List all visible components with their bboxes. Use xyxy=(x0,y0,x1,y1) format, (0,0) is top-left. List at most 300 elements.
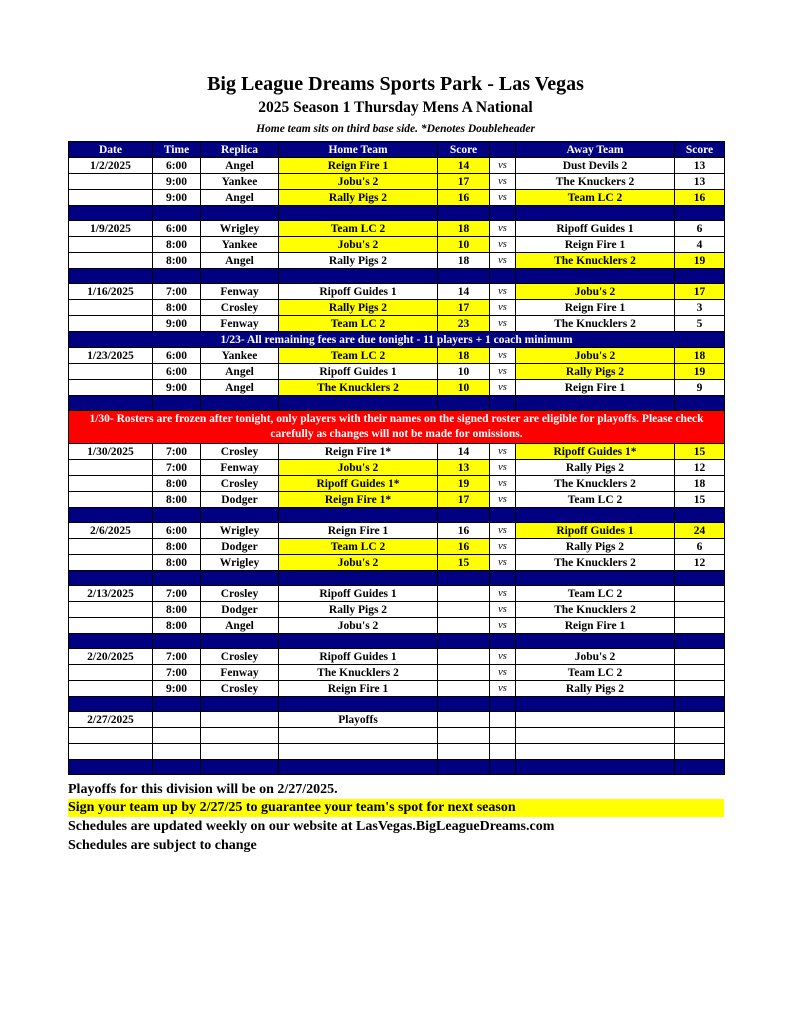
separator-cell xyxy=(490,206,516,221)
replica-cell: Fenway xyxy=(201,316,279,332)
replica-cell: Crosley xyxy=(201,444,279,460)
home-score-cell: 19 xyxy=(438,476,490,492)
away-team-cell: Ripoff Guides 1 xyxy=(516,523,675,539)
vs-cell: vs xyxy=(490,158,516,174)
vs-cell: vs xyxy=(490,444,516,460)
separator-cell xyxy=(490,571,516,586)
vs-cell xyxy=(490,728,516,744)
away-team-cell: The Knucklers 2 xyxy=(516,476,675,492)
replica-cell: Angel xyxy=(201,380,279,396)
separator-cell xyxy=(279,269,438,284)
time-cell: 8:00 xyxy=(153,555,201,571)
away-score-cell xyxy=(675,618,725,634)
time-cell: 9:00 xyxy=(153,681,201,697)
replica-cell: Angel xyxy=(201,618,279,634)
time-cell xyxy=(153,744,201,760)
playoffs-note: Playoffs for this division will be on 2/27/2025. xyxy=(68,782,338,797)
table-row xyxy=(69,618,725,634)
vs-cell: vs xyxy=(490,380,516,396)
away-team-cell: The Knuckers 2 xyxy=(516,174,675,190)
home-score-cell xyxy=(438,681,490,697)
date-cell xyxy=(69,728,153,744)
home-score-cell: 10 xyxy=(438,380,490,396)
separator-cell xyxy=(201,571,279,586)
vs-cell: vs xyxy=(490,539,516,555)
separator-cell xyxy=(201,508,279,523)
table-row xyxy=(69,174,725,190)
home-score-cell xyxy=(438,728,490,744)
time-cell: 7:00 xyxy=(153,460,201,476)
away-score-cell xyxy=(675,586,725,602)
home-team-cell: Ripoff Guides 1 xyxy=(279,586,438,602)
table-row xyxy=(69,380,725,396)
replica-cell: Angel xyxy=(201,158,279,174)
time-cell: 9:00 xyxy=(153,380,201,396)
separator-cell xyxy=(279,396,438,411)
vs-cell: vs xyxy=(490,364,516,380)
time-cell: 7:00 xyxy=(153,665,201,681)
time-cell: 9:00 xyxy=(153,316,201,332)
replica-cell: Dodger xyxy=(201,492,279,508)
page-subtitle: 2025 Season 1 Thursday Mens A National xyxy=(258,99,533,116)
replica-cell: Yankee xyxy=(201,348,279,364)
home-score-cell xyxy=(438,649,490,665)
replica-cell xyxy=(201,712,279,728)
date-cell xyxy=(69,380,153,396)
separator-cell xyxy=(438,697,490,712)
time-cell: 6:00 xyxy=(153,221,201,237)
table-row xyxy=(69,190,725,206)
home-score-cell xyxy=(438,602,490,618)
replica-cell: Angel xyxy=(201,364,279,380)
time-cell: 6:00 xyxy=(153,158,201,174)
vs-cell xyxy=(490,744,516,760)
table-header-row xyxy=(69,142,725,158)
time-cell: 8:00 xyxy=(153,618,201,634)
separator-cell xyxy=(279,697,438,712)
separator-cell xyxy=(675,760,725,775)
separator-cell xyxy=(153,508,201,523)
separator-cell xyxy=(490,396,516,411)
away-team-cell: Team LC 2 xyxy=(516,665,675,681)
vs-cell: vs xyxy=(490,316,516,332)
separator-cell xyxy=(675,206,725,221)
separator-cell xyxy=(675,697,725,712)
time-cell: 8:00 xyxy=(153,539,201,555)
time-cell: 8:00 xyxy=(153,492,201,508)
away-team-cell: The Knucklers 2 xyxy=(516,316,675,332)
separator-cell xyxy=(153,697,201,712)
vs-cell: vs xyxy=(490,348,516,364)
separator-cell xyxy=(675,396,725,411)
home-score-cell: 18 xyxy=(438,253,490,269)
separator-cell xyxy=(516,206,675,221)
roster-alert-row xyxy=(69,411,725,444)
date-cell xyxy=(69,364,153,380)
away-team-cell: Rally Pigs 2 xyxy=(516,681,675,697)
away-team-cell: Rally Pigs 2 xyxy=(516,539,675,555)
vs-cell: vs xyxy=(490,665,516,681)
home-score-cell: 14 xyxy=(438,444,490,460)
header-vs xyxy=(490,142,516,158)
doubleheader-note: Home team sits on third base side. *Denotes Doubleheader xyxy=(256,123,535,135)
away-score-cell: 12 xyxy=(675,555,725,571)
away-team-cell: Team LC 2 xyxy=(516,492,675,508)
home-team-cell: Team LC 2 xyxy=(279,221,438,237)
header-away-score: Score xyxy=(675,142,725,158)
home-team-cell: Ripoff Guides 1 xyxy=(279,364,438,380)
separator-cell xyxy=(279,508,438,523)
date-cell xyxy=(69,300,153,316)
time-cell: 8:00 xyxy=(153,237,201,253)
home-team-cell: Jobu's 2 xyxy=(279,555,438,571)
away-score-cell: 18 xyxy=(675,476,725,492)
replica-cell: Fenway xyxy=(201,665,279,681)
away-team-cell: Dust Devils 2 xyxy=(516,158,675,174)
home-team-cell: Reign Fire 1* xyxy=(279,444,438,460)
header-time: Time xyxy=(153,142,201,158)
away-score-cell: 3 xyxy=(675,300,725,316)
separator-cell xyxy=(201,697,279,712)
table-row xyxy=(69,712,725,728)
separator-cell xyxy=(516,396,675,411)
separator-cell xyxy=(438,206,490,221)
separator-cell xyxy=(675,508,725,523)
home-team-cell: Team LC 2 xyxy=(279,539,438,555)
table-row xyxy=(69,523,725,539)
table-row xyxy=(69,158,725,174)
away-team-cell: The Knucklers 2 xyxy=(516,253,675,269)
home-team-cell: Rally Pigs 2 xyxy=(279,602,438,618)
table-row xyxy=(69,602,725,618)
week-separator xyxy=(69,508,725,523)
separator-cell xyxy=(490,269,516,284)
separator-cell xyxy=(516,634,675,649)
time-cell: 8:00 xyxy=(153,476,201,492)
date-cell xyxy=(69,681,153,697)
separator-cell xyxy=(490,508,516,523)
header-away-team: Away Team xyxy=(516,142,675,158)
separator-cell xyxy=(279,206,438,221)
home-team-cell: Jobu's 2 xyxy=(279,460,438,476)
away-score-cell: 13 xyxy=(675,174,725,190)
table-row xyxy=(69,253,725,269)
away-team-cell: Jobu's 2 xyxy=(516,649,675,665)
table-row xyxy=(69,665,725,681)
away-score-cell: 17 xyxy=(675,284,725,300)
date-cell xyxy=(69,665,153,681)
away-score-cell xyxy=(675,665,725,681)
time-cell xyxy=(153,712,201,728)
home-team-cell: Team LC 2 xyxy=(279,348,438,364)
home-score-cell xyxy=(438,744,490,760)
home-score-cell: 13 xyxy=(438,460,490,476)
home-team-cell: Jobu's 2 xyxy=(279,237,438,253)
date-cell xyxy=(69,555,153,571)
separator-cell xyxy=(153,571,201,586)
time-cell: 6:00 xyxy=(153,364,201,380)
time-cell: 8:00 xyxy=(153,602,201,618)
signup-banner: Sign your team up by 2/27/25 to guarantee your team's spot for next season xyxy=(68,799,724,817)
week-separator xyxy=(69,697,725,712)
separator-cell xyxy=(516,269,675,284)
away-score-cell xyxy=(675,712,725,728)
table-row xyxy=(69,300,725,316)
replica-cell: Crosley xyxy=(201,649,279,665)
replica-cell: Yankee xyxy=(201,174,279,190)
home-score-cell: 17 xyxy=(438,174,490,190)
away-team-cell: Rally Pigs 2 xyxy=(516,460,675,476)
date-cell: 2/13/2025 xyxy=(69,586,153,602)
home-team-cell: The Knucklers 2 xyxy=(279,665,438,681)
home-team-cell: Reign Fire 1 xyxy=(279,523,438,539)
away-score-cell xyxy=(675,649,725,665)
separator-cell xyxy=(69,634,153,649)
home-team-cell xyxy=(279,744,438,760)
vs-cell: vs xyxy=(490,649,516,665)
replica-cell xyxy=(201,744,279,760)
table-row xyxy=(69,221,725,237)
home-score-cell: 16 xyxy=(438,190,490,206)
home-team-cell: Ripoff Guides 1 xyxy=(279,284,438,300)
date-cell xyxy=(69,492,153,508)
separator-cell xyxy=(490,697,516,712)
time-cell: 8:00 xyxy=(153,300,201,316)
date-cell xyxy=(69,460,153,476)
away-score-cell xyxy=(675,728,725,744)
home-score-cell: 17 xyxy=(438,492,490,508)
date-cell: 2/20/2025 xyxy=(69,649,153,665)
away-score-cell: 16 xyxy=(675,190,725,206)
home-team-cell: Team LC 2 xyxy=(279,316,438,332)
away-score-cell: 24 xyxy=(675,523,725,539)
date-cell xyxy=(69,602,153,618)
vs-cell: vs xyxy=(490,523,516,539)
separator-cell xyxy=(201,206,279,221)
replica-cell xyxy=(201,728,279,744)
away-team-cell: Reign Fire 1 xyxy=(516,618,675,634)
date-cell xyxy=(69,618,153,634)
vs-cell: vs xyxy=(490,492,516,508)
away-team-cell: Team LC 2 xyxy=(516,190,675,206)
separator-cell xyxy=(153,760,201,775)
replica-cell: Fenway xyxy=(201,284,279,300)
date-cell: 1/2/2025 xyxy=(69,158,153,174)
home-team-cell: Ripoff Guides 1 xyxy=(279,649,438,665)
away-score-cell xyxy=(675,681,725,697)
separator-cell xyxy=(69,508,153,523)
home-score-cell: 23 xyxy=(438,316,490,332)
replica-cell: Crosley xyxy=(201,681,279,697)
away-team-cell: Reign Fire 1 xyxy=(516,380,675,396)
away-score-cell: 6 xyxy=(675,221,725,237)
home-score-cell: 15 xyxy=(438,555,490,571)
fees-notice-text: 1/23- All remaining fees are due tonight - 11 players + 1 coach minimum xyxy=(69,332,725,348)
date-cell xyxy=(69,316,153,332)
away-team-cell: The Knucklers 2 xyxy=(516,555,675,571)
away-score-cell: 5 xyxy=(675,316,725,332)
separator-cell xyxy=(516,508,675,523)
week-separator xyxy=(69,206,725,221)
table-row xyxy=(69,364,725,380)
replica-cell: Fenway xyxy=(201,460,279,476)
separator-cell xyxy=(153,634,201,649)
away-score-cell: 13 xyxy=(675,158,725,174)
table-row xyxy=(69,460,725,476)
separator-cell xyxy=(490,634,516,649)
table-row xyxy=(69,539,725,555)
time-cell: 6:00 xyxy=(153,523,201,539)
separator-cell xyxy=(279,760,438,775)
separator-cell xyxy=(153,206,201,221)
replica-cell: Angel xyxy=(201,253,279,269)
separator-cell xyxy=(69,760,153,775)
separator-cell xyxy=(516,571,675,586)
change-note: Schedules are subject to change xyxy=(68,838,257,853)
separator-cell xyxy=(201,760,279,775)
away-team-cell: Reign Fire 1 xyxy=(516,237,675,253)
away-team-cell: The Knucklers 2 xyxy=(516,602,675,618)
replica-cell: Angel xyxy=(201,190,279,206)
away-score-cell: 4 xyxy=(675,237,725,253)
home-score-cell: 10 xyxy=(438,364,490,380)
replica-cell: Dodger xyxy=(201,539,279,555)
time-cell: 7:00 xyxy=(153,586,201,602)
date-cell: 1/30/2025 xyxy=(69,444,153,460)
separator-cell xyxy=(279,634,438,649)
separator-cell xyxy=(69,206,153,221)
date-cell xyxy=(69,744,153,760)
time-cell: 6:00 xyxy=(153,348,201,364)
table-row xyxy=(69,284,725,300)
separator-cell xyxy=(438,508,490,523)
away-score-cell: 12 xyxy=(675,460,725,476)
header-home-team: Home Team xyxy=(279,142,438,158)
vs-cell: vs xyxy=(490,681,516,697)
away-team-cell: Rally Pigs 2 xyxy=(516,364,675,380)
home-score-cell: 10 xyxy=(438,237,490,253)
time-cell: 8:00 xyxy=(153,253,201,269)
home-score-cell xyxy=(438,712,490,728)
home-team-cell: Playoffs xyxy=(279,712,438,728)
separator-cell xyxy=(516,760,675,775)
separator-cell xyxy=(438,269,490,284)
table-row xyxy=(69,444,725,460)
separator-cell xyxy=(490,760,516,775)
time-cell: 9:00 xyxy=(153,190,201,206)
table-row xyxy=(69,237,725,253)
away-team-cell: Ripoff Guides 1 xyxy=(516,221,675,237)
vs-cell: vs xyxy=(490,221,516,237)
table-row xyxy=(69,348,725,364)
header-date: Date xyxy=(69,142,153,158)
replica-cell: Yankee xyxy=(201,237,279,253)
home-score-cell xyxy=(438,665,490,681)
away-team-cell: Jobu's 2 xyxy=(516,348,675,364)
week-separator xyxy=(69,396,725,411)
vs-cell: vs xyxy=(490,460,516,476)
home-score-cell: 14 xyxy=(438,284,490,300)
replica-cell: Wrigley xyxy=(201,555,279,571)
table-row xyxy=(69,649,725,665)
week-separator xyxy=(69,760,725,775)
home-score-cell xyxy=(438,618,490,634)
replica-cell: Wrigley xyxy=(201,523,279,539)
away-team-cell: Ripoff Guides 1* xyxy=(516,444,675,460)
website-note: Schedules are updated weekly on our website at LasVegas.BigLeagueDreams.com xyxy=(68,819,555,834)
table-row xyxy=(69,728,725,744)
home-score-cell xyxy=(438,586,490,602)
away-team-cell xyxy=(516,728,675,744)
date-cell xyxy=(69,539,153,555)
schedule-table xyxy=(68,141,725,775)
away-score-cell: 18 xyxy=(675,348,725,364)
away-team-cell: Reign Fire 1 xyxy=(516,300,675,316)
away-score-cell: 15 xyxy=(675,444,725,460)
home-team-cell: The Knucklers 2 xyxy=(279,380,438,396)
separator-cell xyxy=(69,396,153,411)
header-replica: Replica xyxy=(201,142,279,158)
home-team-cell: Jobu's 2 xyxy=(279,618,438,634)
vs-cell: vs xyxy=(490,237,516,253)
home-team-cell: Reign Fire 1 xyxy=(279,158,438,174)
separator-cell xyxy=(153,269,201,284)
vs-cell: vs xyxy=(490,174,516,190)
separator-cell xyxy=(69,269,153,284)
vs-cell: vs xyxy=(490,586,516,602)
replica-cell: Crosley xyxy=(201,300,279,316)
page-title: Big League Dreams Sports Park - Las Vegas xyxy=(207,73,584,95)
date-cell: 2/6/2025 xyxy=(69,523,153,539)
replica-cell: Wrigley xyxy=(201,221,279,237)
date-cell xyxy=(69,476,153,492)
separator-cell xyxy=(153,396,201,411)
date-cell: 1/9/2025 xyxy=(69,221,153,237)
home-score-cell: 18 xyxy=(438,348,490,364)
fees-notice-row xyxy=(69,332,725,348)
away-score-cell: 9 xyxy=(675,380,725,396)
separator-cell xyxy=(201,396,279,411)
away-team-cell: Team LC 2 xyxy=(516,586,675,602)
table-row xyxy=(69,586,725,602)
table-row xyxy=(69,555,725,571)
date-cell: 2/27/2025 xyxy=(69,712,153,728)
date-cell xyxy=(69,253,153,269)
date-cell xyxy=(69,237,153,253)
separator-cell xyxy=(675,269,725,284)
vs-cell: vs xyxy=(490,253,516,269)
separator-cell xyxy=(438,571,490,586)
separator-cell xyxy=(279,571,438,586)
table-row xyxy=(69,476,725,492)
week-separator xyxy=(69,634,725,649)
home-team-cell: Rally Pigs 2 xyxy=(279,253,438,269)
table-row xyxy=(69,492,725,508)
away-team-cell xyxy=(516,712,675,728)
vs-cell: vs xyxy=(490,618,516,634)
separator-cell xyxy=(438,760,490,775)
away-team-cell: Jobu's 2 xyxy=(516,284,675,300)
time-cell: 9:00 xyxy=(153,174,201,190)
roster-alert-text: 1/30- Rosters are frozen after tonight, only players with their names on the signed roster are eligible for playoffs. Please check carefully as changes will not be made for omissions. xyxy=(69,411,725,444)
separator-cell xyxy=(69,697,153,712)
header-home-score: Score xyxy=(438,142,490,158)
time-cell: 7:00 xyxy=(153,444,201,460)
away-score-cell: 19 xyxy=(675,364,725,380)
vs-cell xyxy=(490,712,516,728)
time-cell: 7:00 xyxy=(153,649,201,665)
replica-cell: Dodger xyxy=(201,602,279,618)
